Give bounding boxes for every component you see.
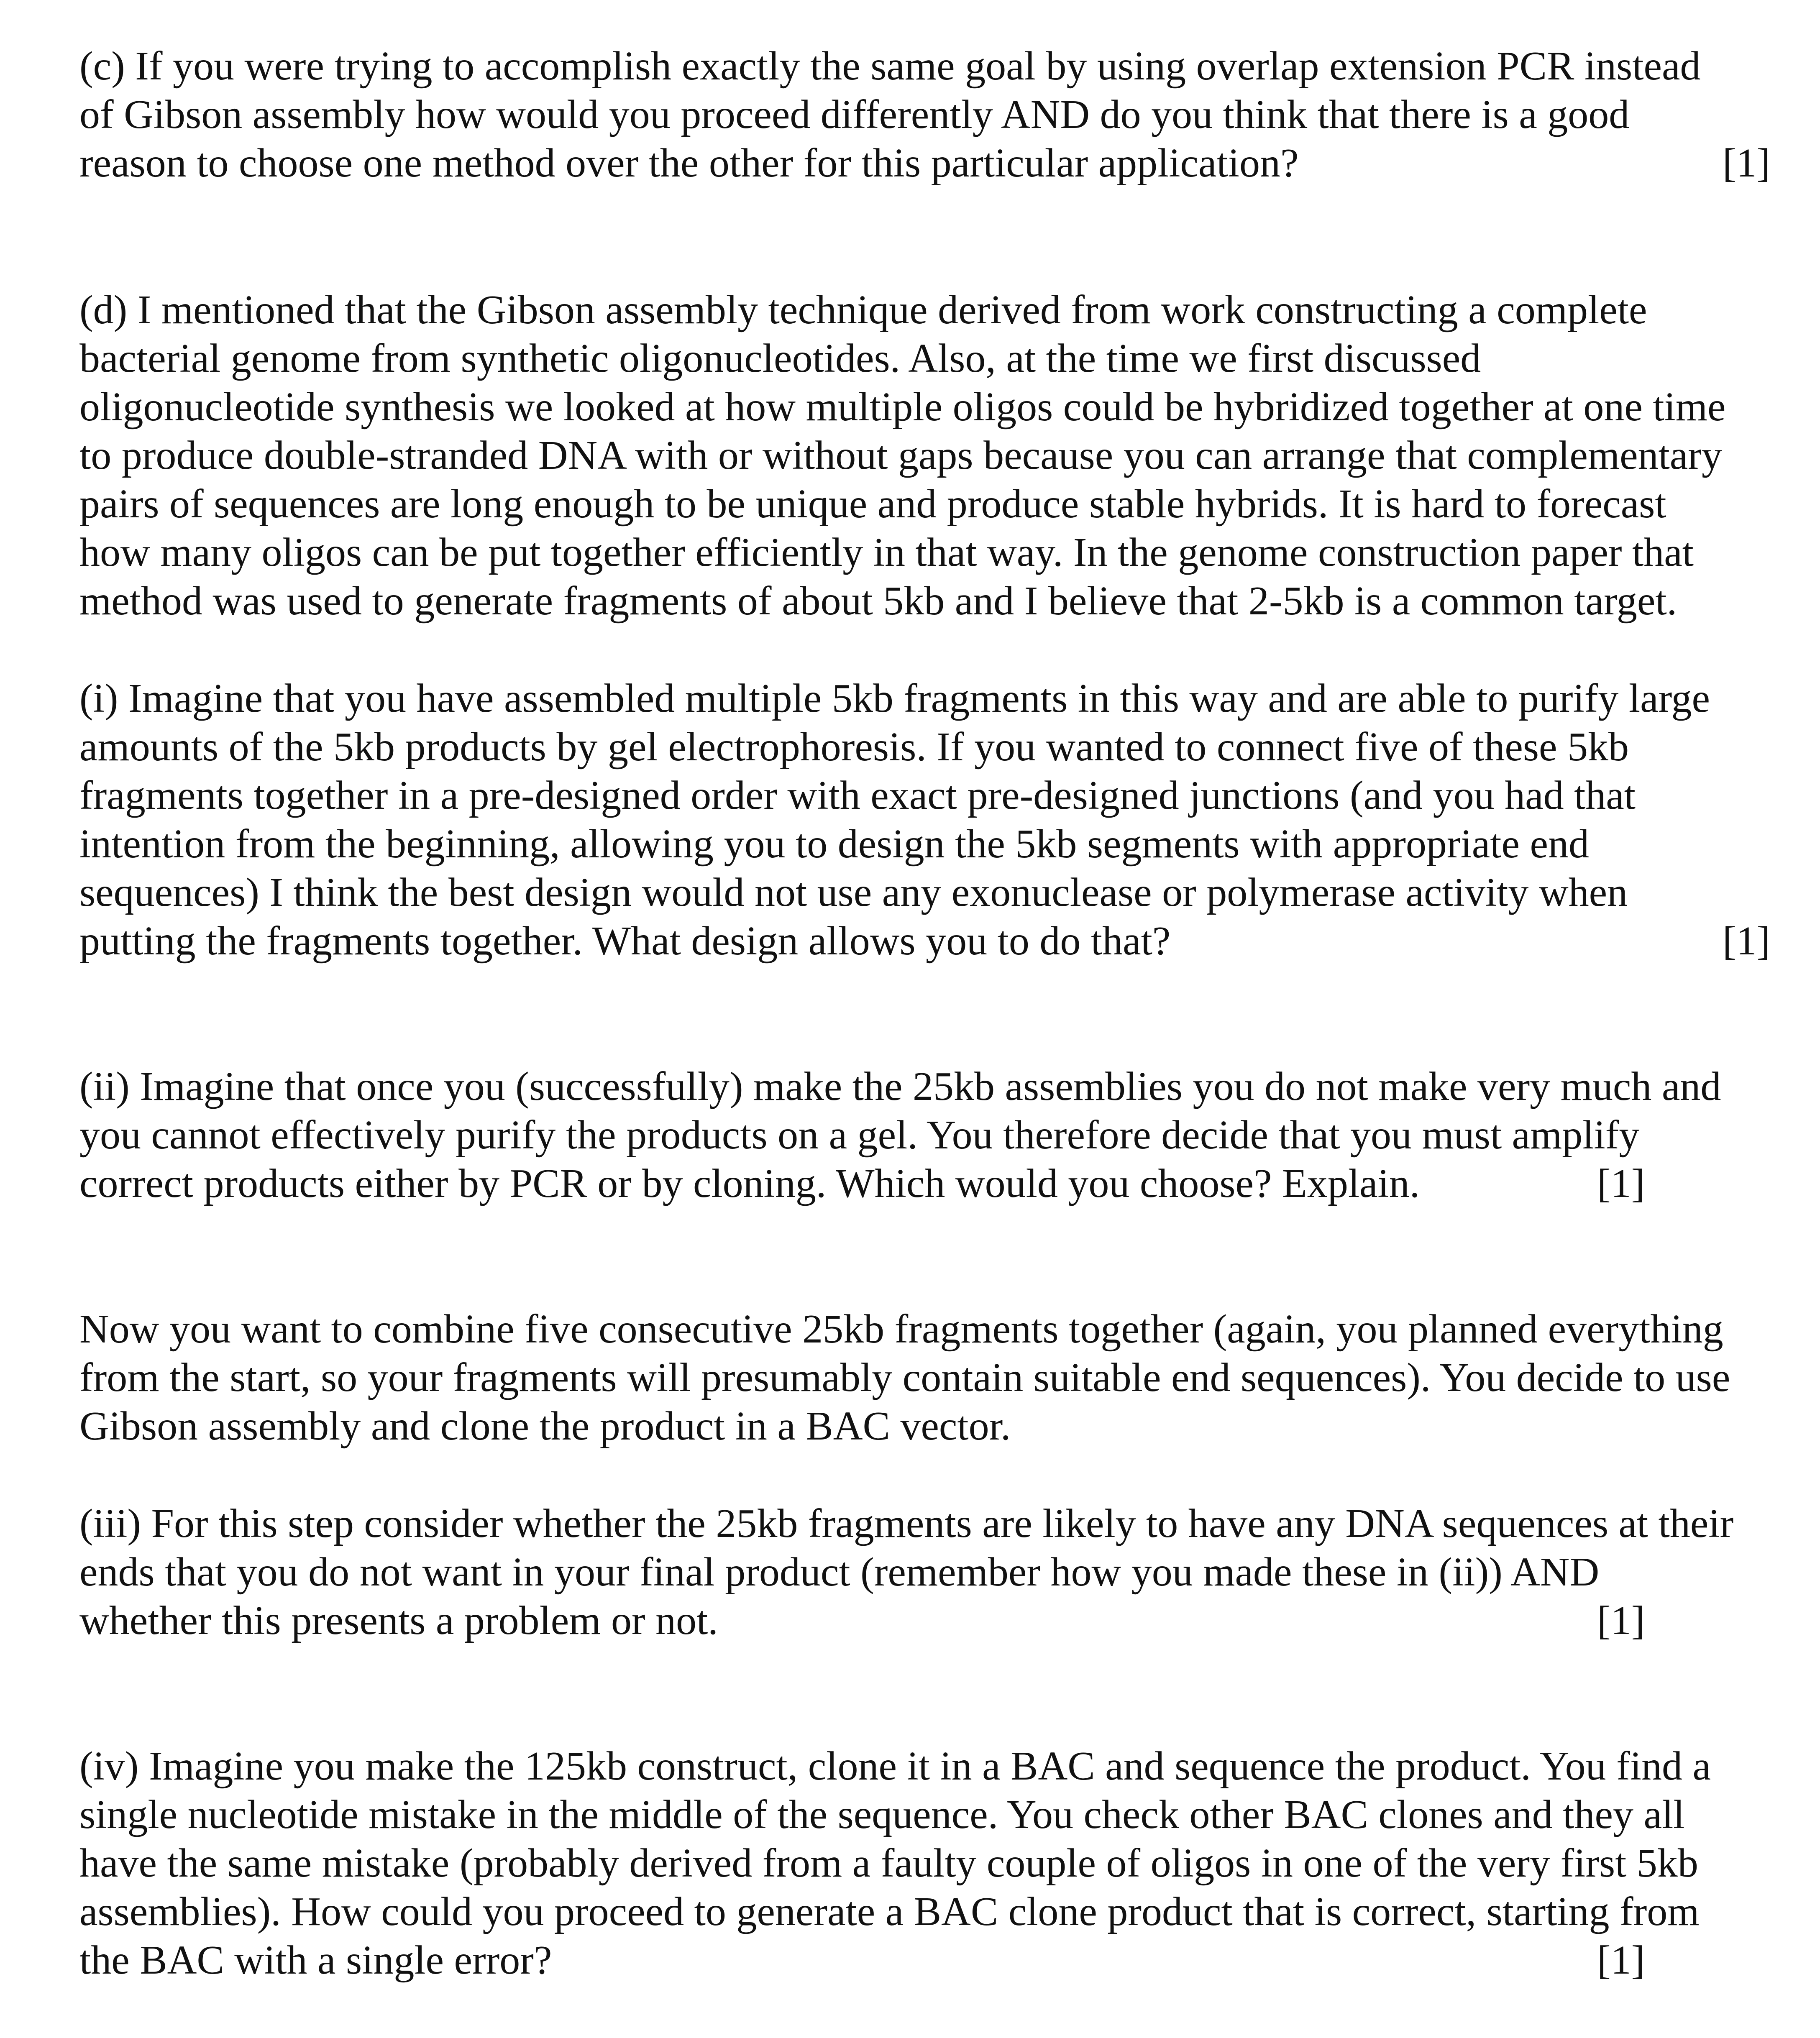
question-line: have the same mistake (probably derived from a faulty couple of oligos in one of the very first 5kb bbox=[79, 1841, 1698, 1886]
question-line: ends that you do not want in your final product (remember how you made these in (ii)) AND bbox=[79, 1550, 1600, 1595]
question-line: you cannot effectively purify the products on a gel. You therefore decide that you must amplify bbox=[79, 1112, 1640, 1158]
question-line: from the start, so your fragments will presumably contain suitable end sequences). You decide to use bbox=[79, 1355, 1730, 1400]
question-line: the BAC with a single error? bbox=[79, 1938, 552, 1983]
question-line: of Gibson assembly how would you proceed differently AND do you think that there is a good bbox=[79, 92, 1630, 137]
question-line: Now you want to combine five consecutive 25kb fragments together (again, you planned everything bbox=[79, 1307, 1723, 1352]
question-d-ii-marks: [1] bbox=[1597, 1161, 1645, 1206]
question-line: method was used to generate fragments of about 5kb and I believe that 2-5kb is a common target. bbox=[79, 578, 1677, 624]
question-iii-intro bbox=[79, 1305, 1786, 1450]
question-d bbox=[79, 286, 1786, 625]
question-line: Gibson assembly and clone the product in a BAC vector. bbox=[79, 1404, 1011, 1449]
question-d-iii-marks: [1] bbox=[1597, 1598, 1645, 1643]
question-line: (i) Imagine that you have assembled multiple 5kb fragments in this way and are able to purify large bbox=[79, 676, 1710, 721]
question-c-marks: [1] bbox=[1723, 141, 1771, 186]
question-line: sequences) I think the best design would not use any exonuclease or polymerase activity when bbox=[79, 870, 1628, 915]
question-line: single nucleotide mistake in the middle of the sequence. You check other BAC clones and they all bbox=[79, 1792, 1685, 1837]
question-line: oligonucleotide synthesis we looked at how multiple oligos could be hybridized together at one time bbox=[79, 384, 1726, 430]
question-line: pairs of sequences are long enough to be unique and produce stable hybrids. It is hard to forecast bbox=[79, 481, 1666, 527]
question-line: correct products either by PCR or by cloning. Which would you choose? Explain. bbox=[79, 1161, 1420, 1206]
question-line: to produce double-stranded DNA with or without gaps because you can arrange that complementary bbox=[79, 433, 1722, 478]
question-line: (d) I mentioned that the Gibson assembly technique derived from work constructing a complete bbox=[79, 287, 1647, 332]
question-d-i-marks: [1] bbox=[1723, 918, 1771, 964]
question-line: whether this presents a problem or not. bbox=[79, 1598, 718, 1643]
question-d-iv bbox=[79, 1742, 1786, 1984]
question-line: fragments together in a pre-designed order with exact pre-designed junctions (and you had that bbox=[79, 773, 1636, 818]
question-d-iv-marks: [1] bbox=[1597, 1938, 1645, 1983]
question-line: (ii) Imagine that once you (successfully) make the 25kb assemblies you do not make very much and bbox=[79, 1064, 1721, 1109]
question-d-i bbox=[79, 674, 1786, 965]
question-line: reason to choose one method over the other for this particular application? bbox=[79, 141, 1299, 186]
question-d-iii bbox=[79, 1499, 1786, 1645]
question-d-ii bbox=[79, 1062, 1786, 1208]
question-line: (iii) For this step consider whether the 25kb fragments are likely to have any DNA sequences at their bbox=[79, 1501, 1734, 1546]
question-line: intention from the beginning, allowing you to design the 5kb segments with appropriate end bbox=[79, 821, 1590, 867]
question-line: assemblies). How could you proceed to generate a BAC clone product that is correct, starting from bbox=[79, 1889, 1700, 1934]
question-line: putting the fragments together. What design allows you to do that? bbox=[79, 918, 1171, 964]
question-line: how many oligos can be put together efficiently in that way. In the genome construction paper that bbox=[79, 530, 1694, 575]
question-line: (iv) Imagine you make the 125kb construct, clone it in a BAC and sequence the product. You find a bbox=[79, 1744, 1711, 1789]
question-line: bacterial genome from synthetic oligonucleotides. Also, at the time we first discussed bbox=[79, 336, 1481, 381]
question-line: (c) If you were trying to accomplish exactly the same goal by using overlap extension PCR instead bbox=[79, 43, 1701, 89]
question-c bbox=[79, 42, 1786, 187]
question-line: amounts of the 5kb products by gel electrophoresis. If you wanted to connect five of these 5kb bbox=[79, 724, 1629, 770]
